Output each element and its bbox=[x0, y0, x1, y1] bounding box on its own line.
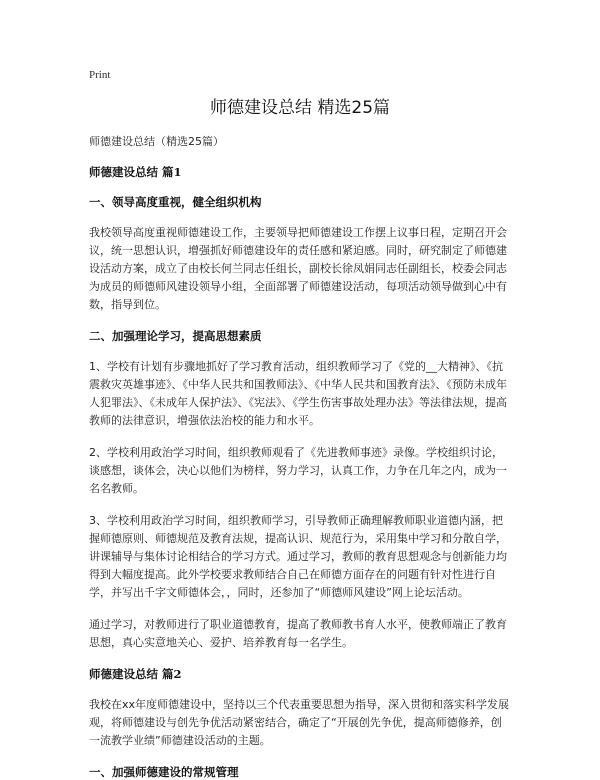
article-1-heading: 师德建设总结 篇1 bbox=[89, 165, 182, 179]
page-title: 师德建设总结 精选25篇 bbox=[209, 98, 391, 118]
article-2-heading: 师德建设总结 篇2 bbox=[89, 667, 182, 681]
document-subtitle: 师德建设总结（精选25篇） bbox=[89, 135, 224, 148]
article-1-item-1: 1、学校有计划有步骤地抓好了学习教育活动，组织教师学习了《党的__大精神》、《抗震救灾英雄事迹》、《中华人民共和国教师法》、《中华人民共和国教育法》、《预防未成年人犯罪法》、《未成年人保护法》、《宪法》、《学生伤害事故处理办法》等法律法规，提高教师的法律意识，增强依法治校的能力和水平。 bbox=[89, 360, 507, 427]
article-1-item-2: 2、学校利用政治学习时间，组织教师观看了《先进教师事迹》录像。学校组织讨论，谈感想，谈体会，决心以他们为榜样，努力学习，认真工作，力争在几年之内，成为一名名教师。 bbox=[89, 446, 507, 495]
article-2-intro: 我校在xx年度师德建设中，坚持以三个代表重要思想为指导，深入贯彻和落实科学发展观，将师德建设与创先争优活动紧密结合，确定了“开展创先争优，提高师德修养，创一流教学业绩”师德建设活动的主题。 bbox=[89, 698, 510, 747]
article-1-summary: 通过学习，对教师进行了职业道德教育，提高了教师教书育人水平，使教师端正了教育思想，真心实意地关心、爱护、培养教育每一名学生。 bbox=[89, 618, 507, 649]
article-1-section-1-paragraph: 我校领导高度重视师德建设工作，主要领导把师德建设工作摆上议事日程，定期召开会议，统一思想认识，增强抓好师德建设年的责任感和紧迫感。同时，研究制定了师德建设活动方案，成立了由校长何兰同志任组长，副校长徐凤娟同志任副组长，校委会同志为成员的师德师风建设领导小组，全面部署了师德建设活动，每项活动领导做到心中有数，指导到位。 bbox=[89, 226, 507, 311]
article-1-section-2-heading: 二、加强理论学习，提高思想素质 bbox=[89, 329, 262, 343]
article-1-section-1-heading: 一、领导高度重视，健全组织机构 bbox=[89, 195, 262, 209]
article-1-item-3: 3、学校利用政治学习时间，组织教师学习，引导教师正确理解教师职业道德内涵，把握师德原则、师德规范及教育法规，提高认识、规范行为，采用集中学习和分散自学，讲课辅导与集体讨论相结合的学习方式。通过学习，教师的教育思想观念与创新能力均得到大幅度提高。此外学校要求教师结合自己在师德方面存在的问题有针对性进行自学，并写出千字文师德体会，，同时，还参加了“师德师风建设”网上论坛活动。 bbox=[89, 514, 507, 599]
article-2-section-1-heading: 一、加强师德建设的常规管理 bbox=[89, 765, 239, 779]
print-label: Print bbox=[89, 69, 111, 81]
